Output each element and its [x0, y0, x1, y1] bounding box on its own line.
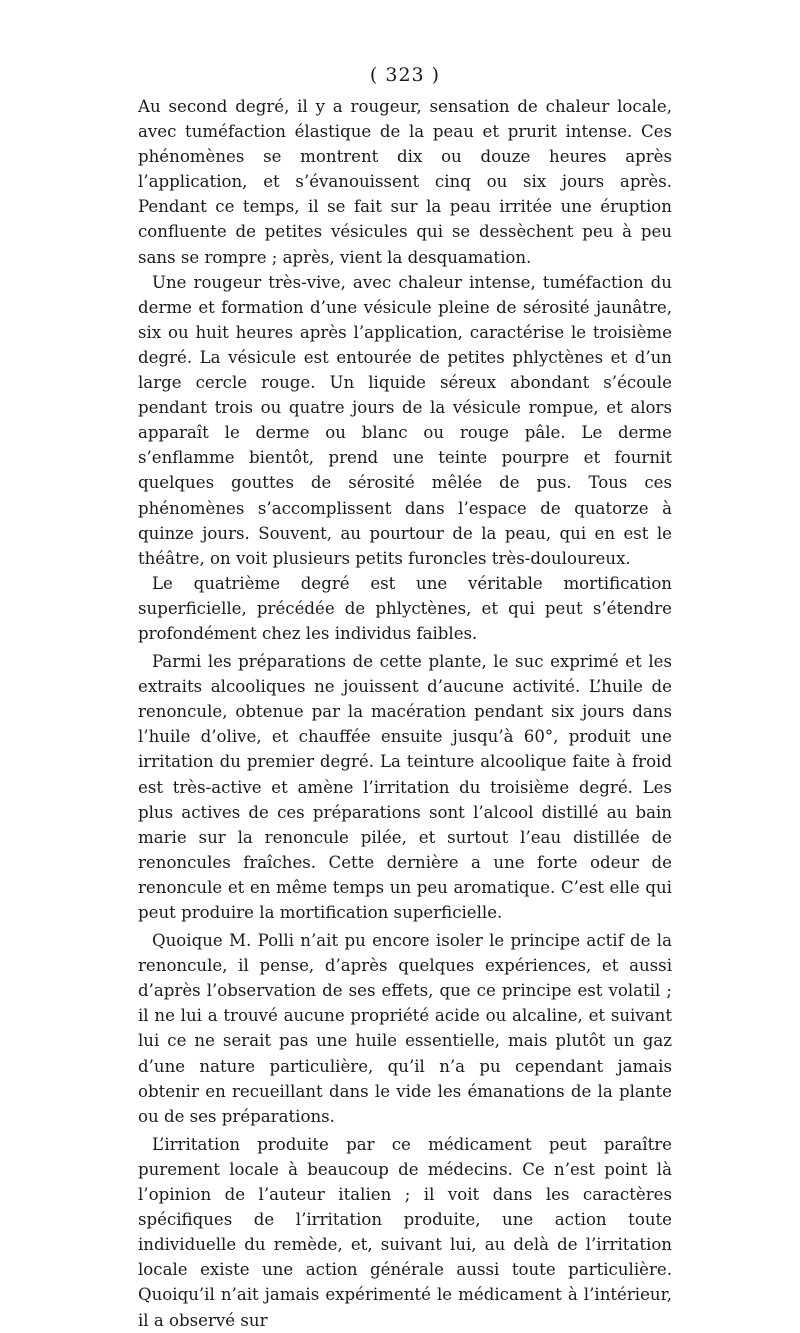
paragraph-irritation: L’irritation produite par ce médicament peut paraître purement locale à beaucoup de médecins. Ce n’est point là l’opinion de l’auteur italien ; il voit dans les caractères spécifiques de l’irritation produite, une action toute individuelle du remède, et, suivant lui, au delà de l’irritation locale existe une action générale aussi toute particulière. Quoiqu’il n’ait jamais expérimenté le médicament à l’intérieur, il a observé sur — [138, 1134, 672, 1330]
paragraph-preparations: Parmi les préparations de cette plante, le suc exprimé et les extraits alcooliques ne jouissent d’aucune activité. L’huile de renoncule, obtenue par la macération pendant six jours dans l’huile d’olive, et chauffée ensuite jusqu’à 60°, produit une irritation du premier degré. La teinture alcoolique faite à froid est très-active et amène l’irritation du troisième degré. Les plus actives de ces préparations sont l’alcool distillé au bain marie sur la renoncule pilée, et surtout l’eau distillée de renoncules fraîches. Cette dernière a une forte odeur de renoncule et en même temps un peu aromatique. C’est elle qui peut produire la mortification superficielle. — [138, 652, 672, 922]
paragraph-fourth-degree: Le quatrième degré est une véritable mortification superficielle, précédée de phlyctènes, et qui peut s’étendre profondément chez les individus faibles. — [138, 573, 672, 643]
paragraph-third-degree: Une rougeur très-vive, avec chaleur intense, tuméfaction du derme et formation d’une vésicule pleine de sérosité jaunâtre, six ou huit heures après l’application, caractérise le troisième degré. La vésicule est entourée de petites phlyctènes et d’un large cercle rouge. Un liquide séreux abondant s’écoule pendant trois ou quatre jours de la vésicule rompue, et alors apparaît le derme ou blanc ou rouge pâle. Le derme s’enflamme bientôt, prend une teinte pourpre et fournit quelques gouttes de sérosité mêlée de pus. Tous ces phénomènes s’accomplissent dans l’espace de quatorze à quinze jours. Souvent, au pourtour de la peau, qui en est le théâtre, on voit plusieurs petits furoncles très-douloureux. — [138, 272, 672, 568]
page-number: ( 323 ) — [369, 64, 441, 86]
book-page — [138, 62, 672, 1333]
paragraph-second-degree: Au second degré, il y a rougeur, sensation de chaleur locale, avec tuméfaction élastique de la peau et prurit intense. Ces phénomènes se montrent dix ou douze heures après l’application, et s’évanouissent cinq ou six jours après. Pendant ce temps, il se fait sur la peau irritée une éruption confluente de petites vésicules qui se dessèchent peu à peu sans se rompre ; après, vient la desquamation. — [138, 97, 672, 267]
paragraph-active-principle: Quoique M. Polli n’ait pu encore isoler le principe actif de la renoncule, il pense, d’après quelques expériences, et aussi d’après l’observation de ses effets, que ce principe est volatil ; il ne lui a trouvé aucune propriété acide ou alcaline, et suivant lui ce ne serait pas une huile essentielle, mais plutôt un gaz d’une nature particulière, qu’il n’a pu cependant jamais obtenir en recueillant dans le vide les émanations de la plante ou de ses préparations. — [138, 931, 672, 1126]
